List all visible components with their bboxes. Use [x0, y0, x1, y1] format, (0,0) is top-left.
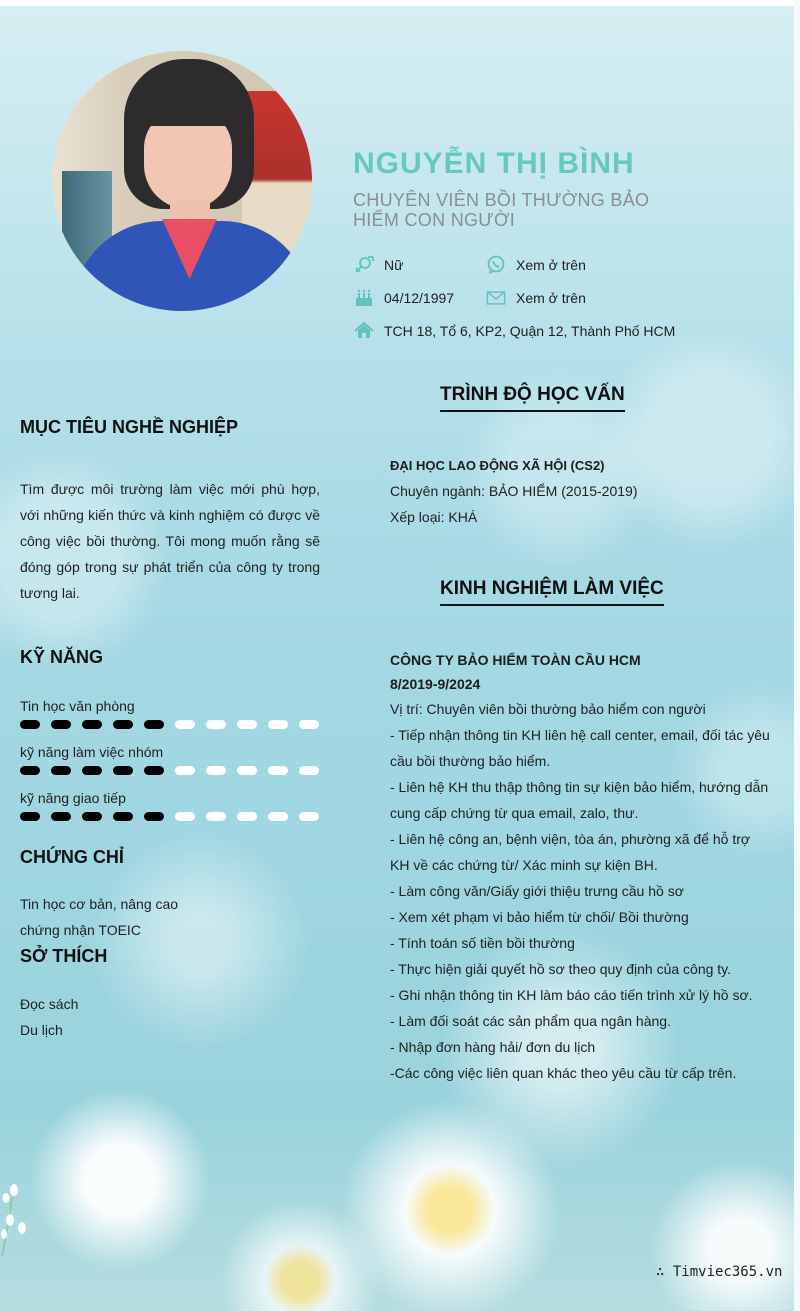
- skill-dot: [113, 812, 133, 821]
- skill-dot: [237, 766, 257, 775]
- education-major: Chuyên ngành: BẢO HIỂM (2015-2019): [390, 483, 638, 499]
- skill-label: kỹ năng giao tiếp: [20, 790, 126, 806]
- email-value: Xem ở trên: [516, 290, 586, 306]
- hobby-item: Du lịch: [20, 1022, 63, 1038]
- candidate-title: CHUYÊN VIÊN BỒI THƯỜNG BẢO HIỂM CON NGƯỜI: [353, 190, 650, 230]
- objective-text: Tìm được môi trường làm việc mới phù hợp, với những kiến thức và kinh nghiệm có được về công việc bồi thường. Tôi mong muốn rằng sẽ đóng góp trong sự phát triển của công ty trong tương lai.: [20, 481, 320, 601]
- experience-line: Vị trí: Chuyên viên bồi thường bảo hiểm con người: [390, 701, 706, 717]
- skill-dot: [237, 812, 257, 821]
- skill-dot: [113, 766, 133, 775]
- skill-dot: [299, 720, 319, 729]
- skill-level-bar: [20, 766, 322, 776]
- hobby-item: Đọc sách: [20, 996, 79, 1012]
- skill-dot: [82, 812, 102, 821]
- skill-dot: [268, 766, 288, 775]
- email-row: [486, 288, 586, 308]
- skill-dot: [299, 766, 319, 775]
- experience-line: - Tính toán số tiền bồi thường: [390, 935, 575, 951]
- experience-line: - Nhập đơn hàng hải/ đơn du lịch: [390, 1039, 596, 1055]
- home-icon: [354, 321, 374, 341]
- skill-dot: [82, 720, 102, 729]
- avatar: [52, 51, 312, 311]
- flower-sprig-decoration: [0, 1178, 30, 1258]
- skill-dot: [144, 766, 164, 775]
- gender-value: Nữ: [384, 257, 404, 273]
- skills-title: KỸ NĂNG: [20, 647, 104, 667]
- certificate-item: chứng nhận TOEIC: [20, 922, 141, 938]
- education-heading: [440, 384, 625, 412]
- experience-line: - Làm đối soát các sản phẩm qua ngân hàng.: [390, 1013, 671, 1029]
- experience-period: 8/2019-9/2024: [390, 676, 481, 692]
- phone-value: Xem ở trên: [516, 257, 586, 273]
- experience-line: - Tiếp nhận thông tin KH liên hệ call center, email, đối tác yêu cầu bồi thường bảo hiểm.: [390, 727, 770, 769]
- skill-level-bar: [20, 720, 322, 730]
- skill-dot: [113, 720, 133, 729]
- experience-company: CÔNG TY BẢO HIỂM TOÀN CẦU HCM: [390, 652, 641, 668]
- experience-line: - Liên hệ KH thu thập thông tin sự kiện bảo hiểm, hướng dẫn cung cấp chứng từ qua email, zalo, thư.: [390, 779, 769, 821]
- candidate-name: NGUYỄN THỊ BÌNH: [353, 147, 635, 180]
- certificate-item: Tin học cơ bản, nâng cao: [20, 896, 179, 912]
- whatsapp-icon: [486, 255, 506, 275]
- education-title: TRÌNH ĐỘ HỌC VẤN: [440, 384, 625, 405]
- skill-dot: [206, 720, 226, 729]
- birthday-row: [354, 288, 454, 308]
- skill-dot: [144, 720, 164, 729]
- birthday-value: 04/12/1997: [384, 290, 455, 306]
- experience-heading: [440, 578, 664, 606]
- education-school: ĐẠI HỌC LAO ĐỘNG XÃ HỘI (CS2): [390, 458, 605, 473]
- experience-line: - Xem xét phạm vi bảo hiểm từ chối/ Bồi thường: [390, 909, 689, 925]
- skill-dot: [268, 720, 288, 729]
- site-watermark: ∴ Timviec365.vn: [656, 1264, 783, 1280]
- address-row: [354, 321, 675, 341]
- experience-line: - Liên hệ công an, bệnh viện, tòa án, phường xã để hỗ trợ KH về các chứng từ/ Xác minh sự kiện BH.: [390, 831, 751, 873]
- skill-dot: [175, 766, 195, 775]
- skill-dot: [144, 812, 164, 821]
- experience-line: -Các công việc liên quan khác theo yêu cầu từ cấp trên.: [390, 1065, 737, 1081]
- top-border: [0, 0, 800, 6]
- skill-dot: [20, 766, 40, 775]
- skill-dot: [82, 766, 102, 775]
- right-border: [794, 0, 800, 1311]
- cake-icon: [354, 288, 374, 308]
- education-underline: [440, 410, 625, 412]
- skill-dot: [268, 812, 288, 821]
- experience-title: KINH NGHIỆM LÀM VIỆC: [440, 578, 664, 599]
- objective-section: [20, 417, 320, 606]
- skill-dot: [206, 766, 226, 775]
- skill-label: kỹ năng làm việc nhóm: [20, 744, 164, 760]
- skill-dot: [20, 812, 40, 821]
- education-entry: [390, 454, 770, 530]
- mail-icon: [486, 288, 506, 308]
- skill-level-bar: [20, 812, 322, 822]
- certificates-title: CHỨNG CHỈ: [20, 847, 124, 867]
- phone-row: [486, 255, 586, 275]
- skill-label: Tin học văn phòng: [20, 698, 135, 714]
- address-value: TCH 18, Tổ 6, KP2, Quận 12, Thành Phố HCM: [384, 323, 676, 339]
- skill-dot: [237, 720, 257, 729]
- experience-lines: [390, 696, 770, 1086]
- skill-dot: [206, 812, 226, 821]
- skill-dot: [175, 812, 195, 821]
- experience-underline: [440, 604, 664, 606]
- experience-entry: [390, 648, 770, 1086]
- skill-dot: [51, 766, 71, 775]
- skill-dot: [51, 812, 71, 821]
- gender-row: [354, 255, 403, 275]
- skill-dot: [299, 812, 319, 821]
- skill-dot: [175, 720, 195, 729]
- skill-dot: [51, 720, 71, 729]
- education-rank: Xếp loại: KHÁ: [390, 509, 478, 525]
- gender-icon: [354, 255, 374, 275]
- hobbies-title: SỞ THÍCH: [20, 946, 108, 966]
- experience-line: - Ghi nhận thông tin KH làm báo cáo tiến trình xử lý hồ sơ.: [390, 987, 753, 1003]
- skill-dot: [20, 720, 40, 729]
- experience-line: - Thực hiện giải quyết hồ sơ theo quy định của công ty.: [390, 961, 732, 977]
- objective-title: MỤC TIÊU NGHỀ NGHIỆP: [20, 417, 239, 437]
- experience-line: - Làm công văn/Giấy giới thiệu trưng cầu hồ sơ: [390, 883, 684, 899]
